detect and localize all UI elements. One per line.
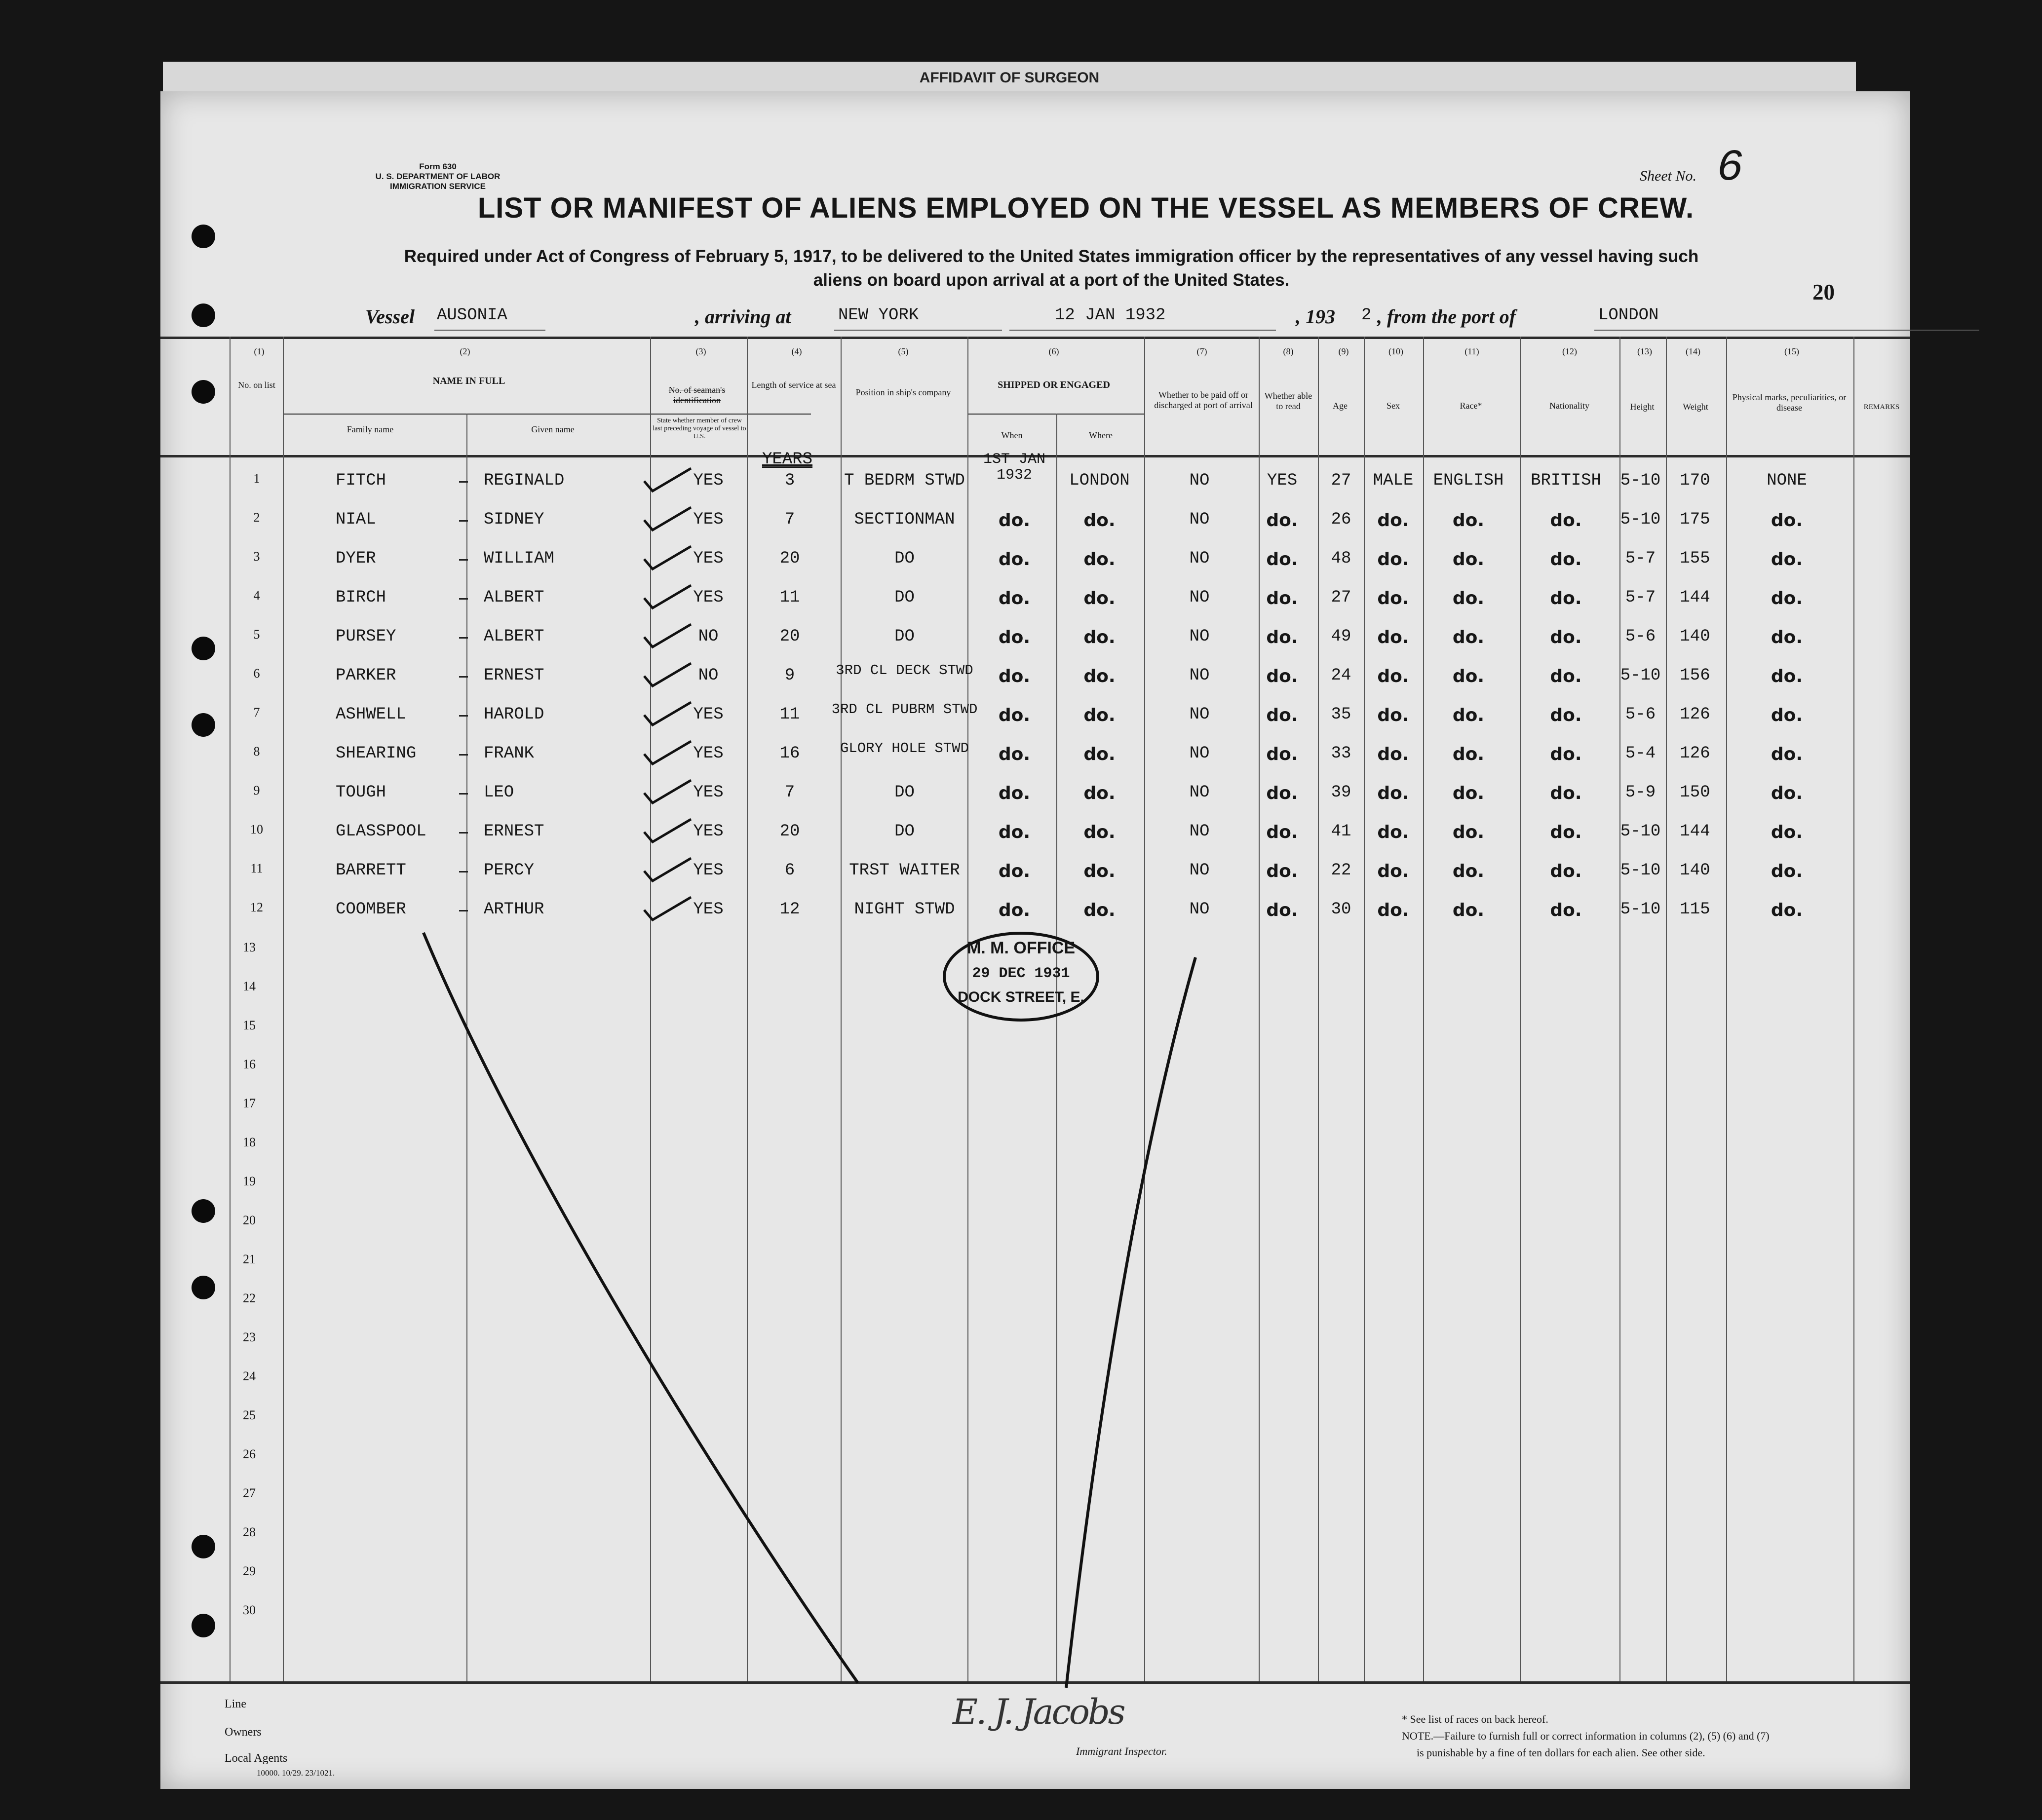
cell-age: 26	[1331, 510, 1351, 529]
col-num: (11)	[1464, 346, 1479, 356]
header-nationality: Nationality	[1549, 401, 1589, 411]
cell-position: T BEDRM STWD	[844, 471, 965, 490]
cell-read: do.	[1266, 627, 1298, 647]
header-when: When	[1001, 430, 1023, 440]
cell-no: 2	[253, 510, 260, 525]
cell-service: 11	[779, 588, 800, 607]
col-num: (2)	[460, 346, 470, 356]
cell-paid-off: NO	[1189, 900, 1210, 919]
cell-marks: NONE	[1767, 471, 1807, 490]
cell-race: do.	[1452, 900, 1485, 920]
cell-no: 3	[253, 549, 260, 564]
col-num: (14)	[1686, 346, 1700, 356]
cell-given: HAROLD	[484, 705, 544, 724]
cell-where: do.	[1083, 861, 1116, 881]
cell-given: ARTHUR	[484, 900, 544, 919]
cell-sex: do.	[1377, 627, 1409, 647]
cell-family: BARRETT	[336, 861, 406, 880]
cell-last-voyage: YES	[693, 783, 724, 802]
cell-race: do.	[1452, 783, 1485, 803]
empty-row-number: 30	[243, 1603, 256, 1617]
cell-weight: 170	[1680, 471, 1710, 490]
cell-height: 5-6	[1625, 705, 1656, 724]
col-num: (13)	[1637, 346, 1652, 356]
sheet-label: Sheet No.	[1640, 168, 1696, 184]
empty-row-number: 19	[243, 1174, 256, 1188]
empty-row-number: 14	[243, 979, 256, 993]
cell-where: do.	[1083, 549, 1116, 569]
cell-age: 24	[1331, 666, 1351, 685]
cell-nationality: do.	[1550, 783, 1582, 803]
cell-race: ENGLISH	[1433, 471, 1504, 490]
races-note: * See list of races on back hereof.	[1402, 1713, 1548, 1725]
cell-given: ALBERT	[484, 588, 544, 607]
affidavit-strip: AFFIDAVIT OF SURGEON	[163, 62, 1856, 94]
cell-marks: do.	[1771, 510, 1803, 531]
cell-height: 5-10	[1620, 900, 1661, 919]
form-number: Form 630	[419, 162, 457, 171]
header-given-name: Given name	[531, 424, 575, 434]
cell-marks: do.	[1771, 588, 1803, 608]
cell-sex: do.	[1377, 783, 1409, 803]
cell-where: do.	[1083, 666, 1116, 686]
empty-row-number: 22	[243, 1291, 256, 1305]
cell-weight: 150	[1680, 783, 1710, 802]
subtitle-line-2: aliens on board upon arrival at a port of the United States.	[813, 270, 1290, 290]
header-physical-marks: Physical marks, peculiarities, or disease	[1732, 392, 1847, 413]
cell-last-voyage: NO	[698, 666, 719, 685]
cell-last-voyage: YES	[693, 822, 724, 841]
cell-marks: do.	[1771, 822, 1803, 842]
header-sex: Sex	[1387, 401, 1400, 411]
cell-where: do.	[1083, 627, 1116, 647]
cell-nationality: do.	[1550, 588, 1582, 608]
cell-service: 7	[784, 783, 795, 802]
cell-nationality: do.	[1550, 549, 1582, 569]
cell-service: 12	[779, 900, 800, 919]
col-num: (5)	[898, 346, 909, 356]
cell-sex: do.	[1377, 705, 1409, 725]
cell-position: 3RD CL PUBRM STWD	[831, 701, 978, 718]
cell-last-voyage: YES	[693, 861, 724, 880]
cell-paid-off: NO	[1189, 549, 1210, 568]
header-remarks: REMARKS	[1863, 403, 1900, 411]
cell-weight: 140	[1680, 627, 1710, 646]
cell-nationality: do.	[1550, 627, 1582, 647]
service-units: YEARS	[762, 450, 813, 469]
cell-age: 49	[1331, 627, 1351, 646]
cell-position: SECTIONMAN	[854, 510, 955, 529]
cell-weight: 140	[1680, 861, 1710, 880]
cell-age: 35	[1331, 705, 1351, 724]
cell-paid-off: NO	[1189, 666, 1210, 685]
cell-read: YES	[1267, 471, 1298, 490]
cell-when: do.	[998, 861, 1031, 881]
empty-row-number: 20	[243, 1213, 256, 1227]
cell-height: 5-10	[1620, 861, 1661, 880]
cell-read: do.	[1266, 783, 1298, 803]
col-num: (8)	[1283, 346, 1294, 356]
empty-row-number: 29	[243, 1564, 256, 1578]
cell-read: do.	[1266, 549, 1298, 569]
cell-no: 9	[253, 783, 260, 797]
cell-service: 20	[779, 549, 800, 568]
cell-age: 33	[1331, 744, 1351, 763]
cell-sex: do.	[1377, 549, 1409, 569]
cell-service: 20	[779, 627, 800, 646]
empty-row-number: 25	[243, 1408, 256, 1422]
footer-owners-label: Owners	[225, 1726, 262, 1739]
cell-when: 1ST JAN 1932	[983, 451, 1046, 484]
cell-race: do.	[1452, 627, 1485, 647]
cell-no: 10	[250, 822, 263, 836]
header-length-of-service: Length of service at sea	[751, 380, 836, 390]
cell-marks: do.	[1771, 549, 1803, 569]
year-suffix: 2	[1361, 306, 1372, 325]
cell-family: FITCH	[336, 471, 386, 490]
page-number: 20	[1812, 280, 1835, 304]
print-code: 10000. 10/29. 23/1021.	[257, 1768, 335, 1778]
cell-sex: do.	[1377, 744, 1409, 764]
cell-sex: do.	[1377, 900, 1409, 920]
cell-given: PERCY	[484, 861, 535, 880]
cell-service: 7	[784, 510, 795, 529]
cell-service: 20	[779, 822, 800, 841]
cell-when: do.	[998, 549, 1031, 569]
header-where: Where	[1089, 430, 1113, 440]
cell-sex: do.	[1377, 588, 1409, 608]
cell-paid-off: NO	[1189, 627, 1210, 646]
cell-service: 3	[784, 471, 795, 490]
cell-family: PURSEY	[336, 627, 396, 646]
cell-paid-off: NO	[1189, 588, 1210, 607]
header-paid-off: Whether to be paid off or discharged at port of arrival	[1154, 390, 1253, 410]
cell-marks: do.	[1771, 705, 1803, 725]
cell-age: 22	[1331, 861, 1351, 880]
empty-row-number: 16	[243, 1057, 256, 1071]
cell-height: 5-10	[1620, 666, 1661, 685]
cell-when: do.	[998, 783, 1031, 803]
cell-weight: 144	[1680, 588, 1710, 607]
cell-age: 48	[1331, 549, 1351, 568]
from-port-label: , from the port of	[1377, 305, 1516, 328]
cell-marks: do.	[1771, 627, 1803, 647]
header-able-to-read: Whether able to read	[1264, 391, 1312, 411]
cell-last-voyage: YES	[693, 588, 724, 607]
cell-family: NIAL	[336, 510, 376, 529]
cell-position: GLORY HOLE STWD	[840, 740, 969, 757]
cell-weight: 126	[1680, 705, 1710, 724]
subtitle-line-1: Required under Act of Congress of February 5, 1917, to be delivered to the United States immigration officer by the representatives of any vessel having such	[404, 247, 1699, 266]
cell-height: 5-4	[1625, 744, 1656, 763]
cell-family: ASHWELL	[336, 705, 406, 724]
cell-no: 5	[253, 627, 260, 642]
vessel-name: AUSONIA	[437, 306, 507, 325]
empty-row-number: 27	[243, 1486, 256, 1500]
cell-height: 5-7	[1625, 549, 1656, 568]
cell-height: 5-10	[1620, 471, 1661, 490]
cell-weight: 156	[1680, 666, 1710, 685]
cell-marks: do.	[1771, 861, 1803, 881]
cell-weight: 175	[1680, 510, 1710, 529]
cell-nationality: do.	[1550, 861, 1582, 881]
cell-family: TOUGH	[336, 783, 386, 802]
cell-last-voyage: NO	[698, 627, 719, 646]
cell-given: REGINALD	[484, 471, 565, 490]
header-age: Age	[1333, 401, 1348, 411]
cell-nationality: do.	[1550, 744, 1582, 764]
cell-given: WILLIAM	[484, 549, 554, 568]
empty-row-number: 21	[243, 1252, 256, 1266]
cell-when: do.	[998, 666, 1031, 686]
cell-race: do.	[1452, 666, 1485, 686]
cell-sex: do.	[1377, 666, 1409, 686]
cell-position: DO	[894, 783, 915, 802]
cell-no: 8	[253, 744, 260, 758]
cell-service: 9	[784, 666, 795, 685]
cell-when: do.	[998, 744, 1031, 764]
cell-given: ERNEST	[484, 822, 544, 841]
cell-given: LEO	[484, 783, 514, 802]
footer-local-agents-label: Local Agents	[225, 1752, 288, 1765]
stamp-date: 29 DEC 1931	[972, 965, 1070, 982]
cell-sex: do.	[1377, 822, 1409, 842]
cell-service: 16	[779, 744, 800, 763]
stamp-line-3: DOCK STREET, E.	[958, 989, 1084, 1005]
cell-no: 6	[253, 666, 260, 681]
cell-height: 5-10	[1620, 510, 1661, 529]
cell-height: 5-10	[1620, 822, 1661, 841]
empty-row-number: 15	[243, 1018, 256, 1032]
col-num: (6)	[1048, 346, 1059, 356]
cell-sex: do.	[1377, 510, 1409, 531]
cell-marks: do.	[1771, 666, 1803, 686]
col-num: (12)	[1562, 346, 1577, 356]
cell-no: 12	[250, 900, 263, 914]
cell-position: DO	[894, 627, 915, 646]
cell-race: do.	[1452, 705, 1485, 725]
cell-no: 11	[250, 861, 263, 875]
header-position: Position in ship's company	[855, 387, 951, 397]
empty-row-number: 17	[243, 1096, 256, 1110]
year-label: , 193	[1296, 305, 1335, 328]
cell-paid-off: NO	[1189, 744, 1210, 763]
col-num: (9)	[1338, 346, 1349, 356]
cell-no: 4	[253, 588, 260, 603]
arrival-port: NEW YORK	[838, 306, 919, 325]
cell-position: DO	[894, 822, 915, 841]
cell-read: do.	[1266, 822, 1298, 842]
cell-age: 30	[1331, 900, 1351, 919]
header-no-on-list: No. on list	[238, 380, 275, 390]
cell-weight: 155	[1680, 549, 1710, 568]
cell-race: do.	[1452, 861, 1485, 881]
cell-where: do.	[1083, 783, 1116, 803]
cell-no: 7	[253, 705, 260, 720]
cell-position: DO	[894, 588, 915, 607]
cell-nationality: do.	[1550, 822, 1582, 842]
cell-family: DYER	[336, 549, 376, 568]
col-num: (7)	[1196, 346, 1207, 356]
cell-sex: MALE	[1373, 471, 1414, 490]
stamp-line-1: M. M. OFFICE	[966, 939, 1076, 957]
cell-last-voyage: YES	[693, 549, 724, 568]
cell-paid-off: NO	[1189, 861, 1210, 880]
header-family-name: Family name	[347, 424, 394, 434]
cell-where: do.	[1083, 588, 1116, 608]
cell-when: do.	[998, 900, 1031, 920]
cell-paid-off: NO	[1189, 510, 1210, 529]
cell-when: do.	[998, 627, 1031, 647]
document-title: LIST OR MANIFEST OF ALIENS EMPLOYED ON THE VESSEL AS MEMBERS OF CREW.	[477, 192, 1695, 224]
cell-nationality: do.	[1550, 900, 1582, 920]
cell-position: DO	[894, 549, 915, 568]
col-num: (10)	[1388, 346, 1403, 356]
cell-where: do.	[1083, 744, 1116, 764]
cell-service: 6	[784, 861, 795, 880]
header-shipped-or-engaged: SHIPPED OR ENGAGED	[998, 379, 1110, 390]
cell-sex: do.	[1377, 861, 1409, 881]
cell-age: 39	[1331, 783, 1351, 802]
cell-family: COOMBER	[336, 900, 406, 919]
header-seaman-id: No. of seaman's identification	[668, 385, 726, 405]
empty-row-number: 13	[243, 940, 256, 954]
cell-race: do.	[1452, 588, 1485, 608]
cell-last-voyage: YES	[693, 705, 724, 724]
cell-nationality: do.	[1550, 705, 1582, 725]
footer-line-label: Line	[225, 1698, 246, 1710]
cell-family: BIRCH	[336, 588, 386, 607]
cell-when: do.	[998, 588, 1031, 608]
header-last-voyage: State whether member of crew last preceding voyage of vessel to U.S.	[653, 417, 746, 440]
cell-last-voyage: YES	[693, 510, 724, 529]
cell-paid-off: NO	[1189, 471, 1210, 490]
empty-row-number: 18	[243, 1135, 256, 1149]
department-name: U. S. DEPARTMENT OF LABOR	[375, 172, 501, 181]
departure-port: LONDON	[1598, 306, 1659, 325]
cell-nationality: do.	[1550, 510, 1582, 531]
cell-weight: 144	[1680, 822, 1710, 841]
cell-last-voyage: YES	[693, 471, 724, 490]
cell-where: do.	[1083, 510, 1116, 531]
cell-position: 3RD CL DECK STWD	[836, 662, 973, 679]
cell-when: do.	[998, 822, 1031, 842]
cell-race: do.	[1452, 549, 1485, 569]
cell-nationality: BRITISH	[1531, 471, 1601, 490]
arriving-label: , arriving at	[695, 305, 791, 328]
sheet-number: 6	[1717, 143, 1744, 193]
cell-read: do.	[1266, 861, 1298, 881]
cell-weight: 115	[1680, 900, 1710, 919]
cell-family: PARKER	[336, 666, 396, 685]
cell-race: do.	[1452, 510, 1485, 531]
cell-marks: do.	[1771, 900, 1803, 920]
inspector-signature: E. J. Jacobs	[953, 1692, 1124, 1732]
service-name: IMMIGRATION SERVICE	[390, 182, 486, 191]
cell-race: do.	[1452, 744, 1485, 764]
empty-row-number: 24	[243, 1369, 256, 1383]
col-num: (15)	[1784, 346, 1799, 356]
fine-note-1: NOTE.—Failure to furnish full or correct information in columns (2), (5) (6) and (7)	[1402, 1730, 1770, 1742]
cell-service: 11	[779, 705, 800, 724]
fine-note-2: is punishable by a fine of ten dollars for each alien. See other side.	[1417, 1746, 1705, 1759]
cell-given: ALBERT	[484, 627, 544, 646]
empty-row-number: 23	[243, 1330, 256, 1344]
cell-family: SHEARING	[336, 744, 417, 763]
cell-last-voyage: YES	[693, 900, 724, 919]
cell-marks: do.	[1771, 744, 1803, 764]
cell-read: do.	[1266, 588, 1298, 608]
header-race: Race*	[1460, 401, 1482, 411]
cell-read: do.	[1266, 900, 1298, 920]
cell-position: NIGHT STWD	[854, 900, 955, 919]
empty-row-number: 28	[243, 1525, 256, 1539]
cell-paid-off: NO	[1189, 705, 1210, 724]
cell-last-voyage: YES	[693, 744, 724, 763]
cell-age: 41	[1331, 822, 1351, 841]
cell-age: 27	[1331, 471, 1351, 490]
cell-when: do.	[998, 510, 1031, 531]
cell-where: do.	[1083, 822, 1116, 842]
cell-position: TRST WAITER	[849, 861, 960, 880]
cell-given: FRANK	[484, 744, 535, 763]
cell-when: do.	[998, 705, 1031, 725]
cell-weight: 126	[1680, 744, 1710, 763]
cell-height: 5-7	[1625, 588, 1656, 607]
cell-read: do.	[1266, 744, 1298, 764]
empty-row-number: 26	[243, 1447, 256, 1461]
arrival-date: 12 JAN 1932	[1055, 306, 1166, 325]
inspector-label: Immigrant Inspector.	[1076, 1745, 1167, 1757]
col-num: (1)	[254, 346, 265, 356]
cell-nationality: do.	[1550, 666, 1582, 686]
cell-where: do.	[1083, 705, 1116, 725]
cell-marks: do.	[1771, 783, 1803, 803]
col-num: (3)	[695, 346, 706, 356]
cell-read: do.	[1266, 705, 1298, 725]
cell-where: do.	[1083, 900, 1116, 920]
cell-where: LONDON	[1069, 471, 1130, 490]
cell-race: do.	[1452, 822, 1485, 842]
col-num: (4)	[791, 346, 802, 356]
vessel-label: Vessel	[365, 305, 415, 328]
cell-read: do.	[1266, 510, 1298, 531]
header-weight: Weight	[1683, 402, 1708, 412]
cell-family: GLASSPOOL	[336, 822, 426, 841]
cell-age: 27	[1331, 588, 1351, 607]
cell-no: 1	[253, 471, 260, 486]
header-name-in-full: NAME IN FULL	[432, 376, 505, 386]
cell-height: 5-9	[1625, 783, 1656, 802]
cell-paid-off: NO	[1189, 822, 1210, 841]
cell-read: do.	[1266, 666, 1298, 686]
header-height: Height	[1630, 402, 1655, 412]
cell-height: 5-6	[1625, 627, 1656, 646]
cell-given: ERNEST	[484, 666, 544, 685]
cell-paid-off: NO	[1189, 783, 1210, 802]
cell-given: SIDNEY	[484, 510, 544, 529]
